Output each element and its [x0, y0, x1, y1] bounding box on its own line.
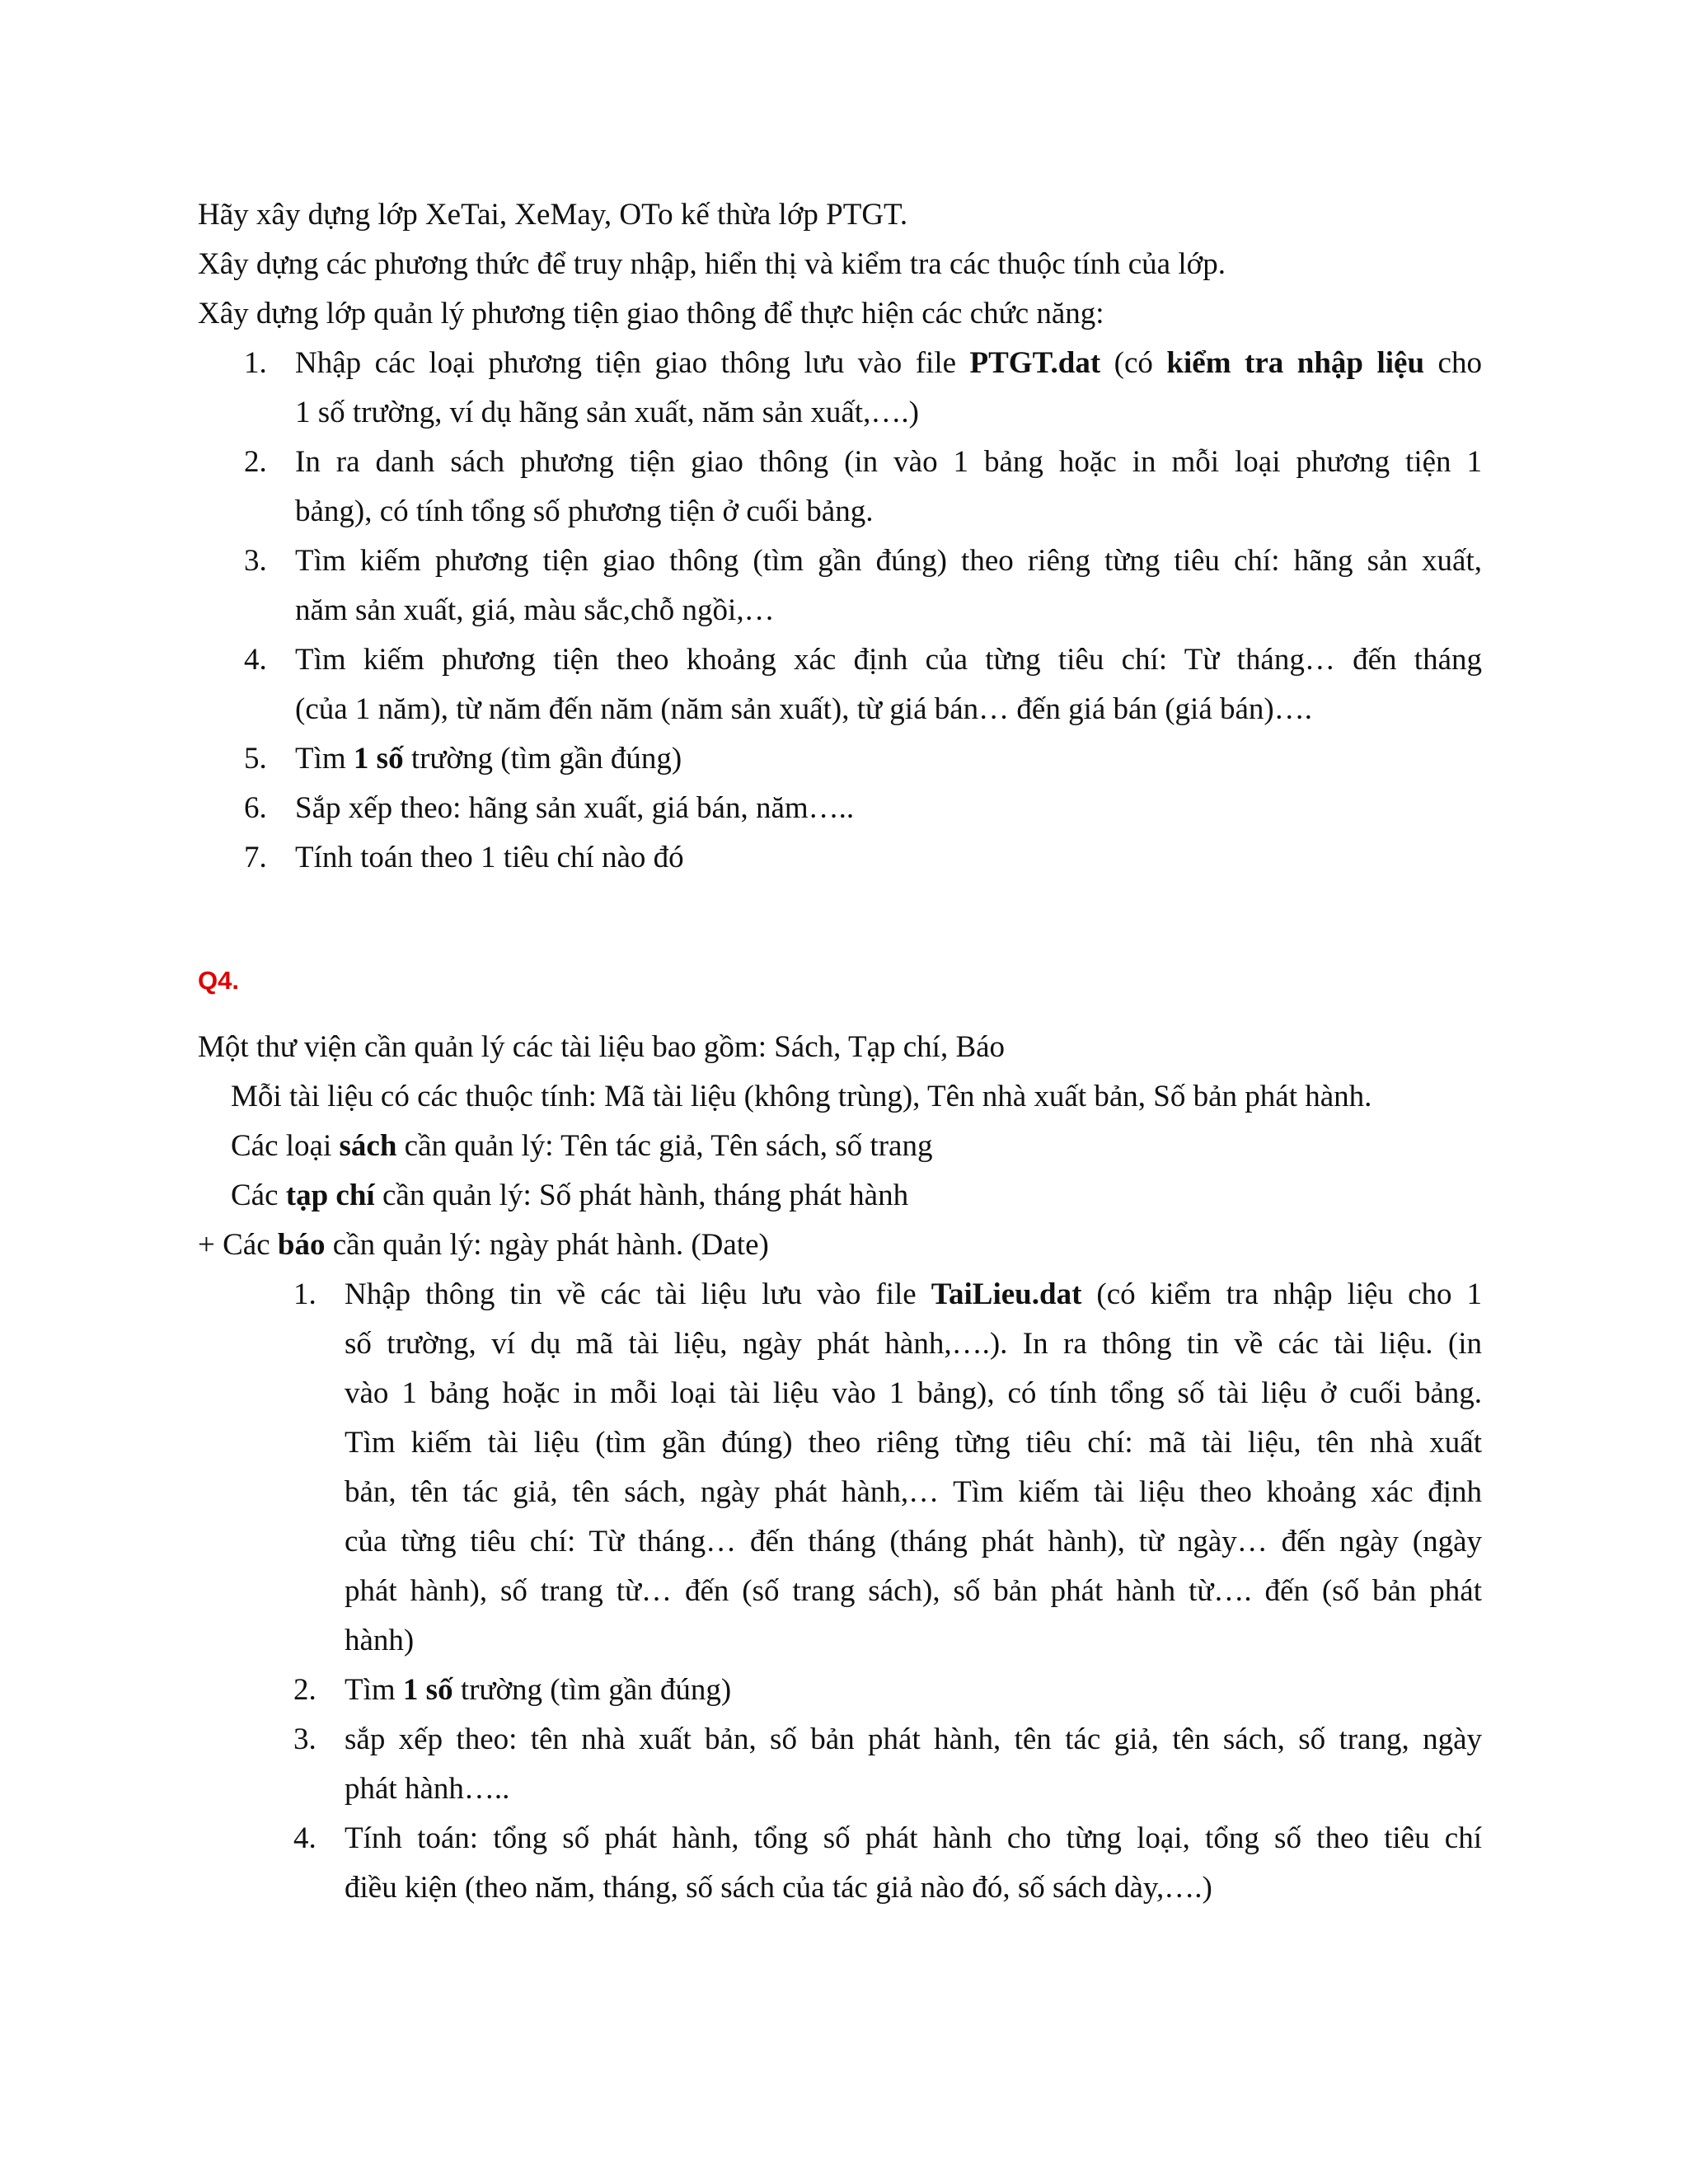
list-number: 3. — [293, 1722, 316, 1756]
section-heading: Q4. — [198, 966, 239, 995]
list-item-line: Tìm kiếm tài liệu (tìm gần đúng) theo riêng từng tiêu chí: mã tài liệu, tên nhà xuất — [345, 1426, 1482, 1460]
list-item-line: hành) — [345, 1624, 415, 1657]
list-item-line: vào 1 bảng hoặc in mỗi loại tài liệu vào 1 bảng), có tính tổng số tài liệu ở cuối bảng. — [345, 1376, 1482, 1410]
list-item-line: (của 1 năm), từ năm đến năm (năm sản xuất), từ giá bán… đến giá bán (giá bán)…. — [295, 692, 1312, 726]
paragraph-line: Các tạp chí cần quản lý: Số phát hành, tháng phát hành — [231, 1179, 909, 1212]
intro-line-1: Hãy xây dựng lớp XeTai, XeMay, OTo kế thừa lớp PTGT. — [198, 198, 908, 232]
list-item-line: Nhập thông tin về các tài liệu lưu vào file TaiLieu.dat (có kiểm tra nhập liệu cho 1 — [345, 1277, 1483, 1311]
list-number: 3. — [244, 544, 267, 578]
list-item-line: bảng), có tính tổng số phương tiện ở cuối bảng. — [295, 494, 874, 528]
list-item-line: Tính toán theo 1 tiêu chí nào đó — [295, 841, 684, 874]
paragraph-line: Mỗi tài liệu có các thuộc tính: Mã tài liệu (không trùng), Tên nhà xuất bản, Số bản phát hành. — [231, 1080, 1372, 1113]
list-item-line: 1 số trường, ví dụ hãng sản xuất, năm sản xuất,….) — [295, 396, 919, 429]
paragraph-line: Một thư viện cần quản lý các tài liệu bao gồm: Sách, Tạp chí, Báo — [198, 1030, 1006, 1064]
list-number: 4. — [293, 1821, 316, 1855]
intro-line-3: Xây dựng lớp quản lý phương tiện giao thông để thực hiện các chức năng: — [198, 297, 1104, 330]
list-number: 1. — [244, 346, 267, 380]
list-item-line: số trường, ví dụ mã tài liệu, ngày phát hành,….). In ra thông tin về các tài liệu. (in — [345, 1327, 1482, 1361]
list-number: 5. — [244, 742, 267, 776]
list-number: 7. — [244, 841, 267, 874]
list-item-line: bản, tên tác giả, tên sách, ngày phát hành,… Tìm kiếm tài liệu theo khoảng xác định — [345, 1475, 1482, 1509]
list-number: 1. — [293, 1277, 316, 1311]
list-item-line: Tìm 1 số trường (tìm gần đúng) — [295, 742, 682, 776]
list-item-line: của từng tiêu chí: Từ tháng… đến tháng (tháng phát hành), từ ngày… đến ngày (ngày — [345, 1525, 1482, 1558]
list-number: 2. — [244, 445, 267, 479]
list-item-line: Sắp xếp theo: hãng sản xuất, giá bán, năm….. — [295, 791, 855, 825]
list-item-line: Tìm 1 số trường (tìm gần đúng) — [345, 1673, 732, 1707]
list-item-line: Tính toán: tổng số phát hành, tổng số phát hành cho từng loại, tổng số theo tiêu chí — [345, 1821, 1482, 1855]
list-number: 4. — [244, 643, 267, 677]
list-item-line: In ra danh sách phương tiện giao thông (in vào 1 bảng hoặc in mỗi loại phương tiện 1 — [295, 445, 1482, 479]
list-item-line: Nhập các loại phương tiện giao thông lưu vào file PTGT.dat (có kiểm tra nhập liệu cho — [295, 346, 1482, 380]
list-item-line: Tìm kiếm phương tiện theo khoảng xác định của từng tiêu chí: Từ tháng… đến tháng — [295, 643, 1482, 677]
paragraph-line: + Các báo cần quản lý: ngày phát hành. (Date) — [198, 1228, 769, 1262]
list-item-line: Tìm kiếm phương tiện giao thông (tìm gần đúng) theo riêng từng tiêu chí: hãng sản xuất, — [295, 544, 1482, 578]
list-item-line: điều kiện (theo năm, tháng, số sách của tác giả nào đó, số sách dày,….) — [345, 1871, 1212, 1905]
list-number: 2. — [293, 1673, 316, 1707]
list-item-line: năm sản xuất, giá, màu sắc,chỗ ngồi,… — [295, 593, 775, 627]
paragraph-line: Các loại sách cần quản lý: Tên tác giả, Tên sách, số trang — [231, 1129, 933, 1163]
list-number: 6. — [244, 791, 267, 825]
list-item-line: sắp xếp theo: tên nhà xuất bản, số bản phát hành, tên tác giả, tên sách, số trang, ngày — [345, 1722, 1482, 1756]
list-item-line: phát hành), số trang từ… đến (số trang sách), số bản phát hành từ…. đến (số bản phát — [345, 1574, 1482, 1608]
list-item-line: phát hành….. — [345, 1772, 510, 1806]
intro-line-2: Xây dựng các phương thức để truy nhập, hiển thị và kiểm tra các thuộc tính của lớp. — [198, 247, 1226, 281]
